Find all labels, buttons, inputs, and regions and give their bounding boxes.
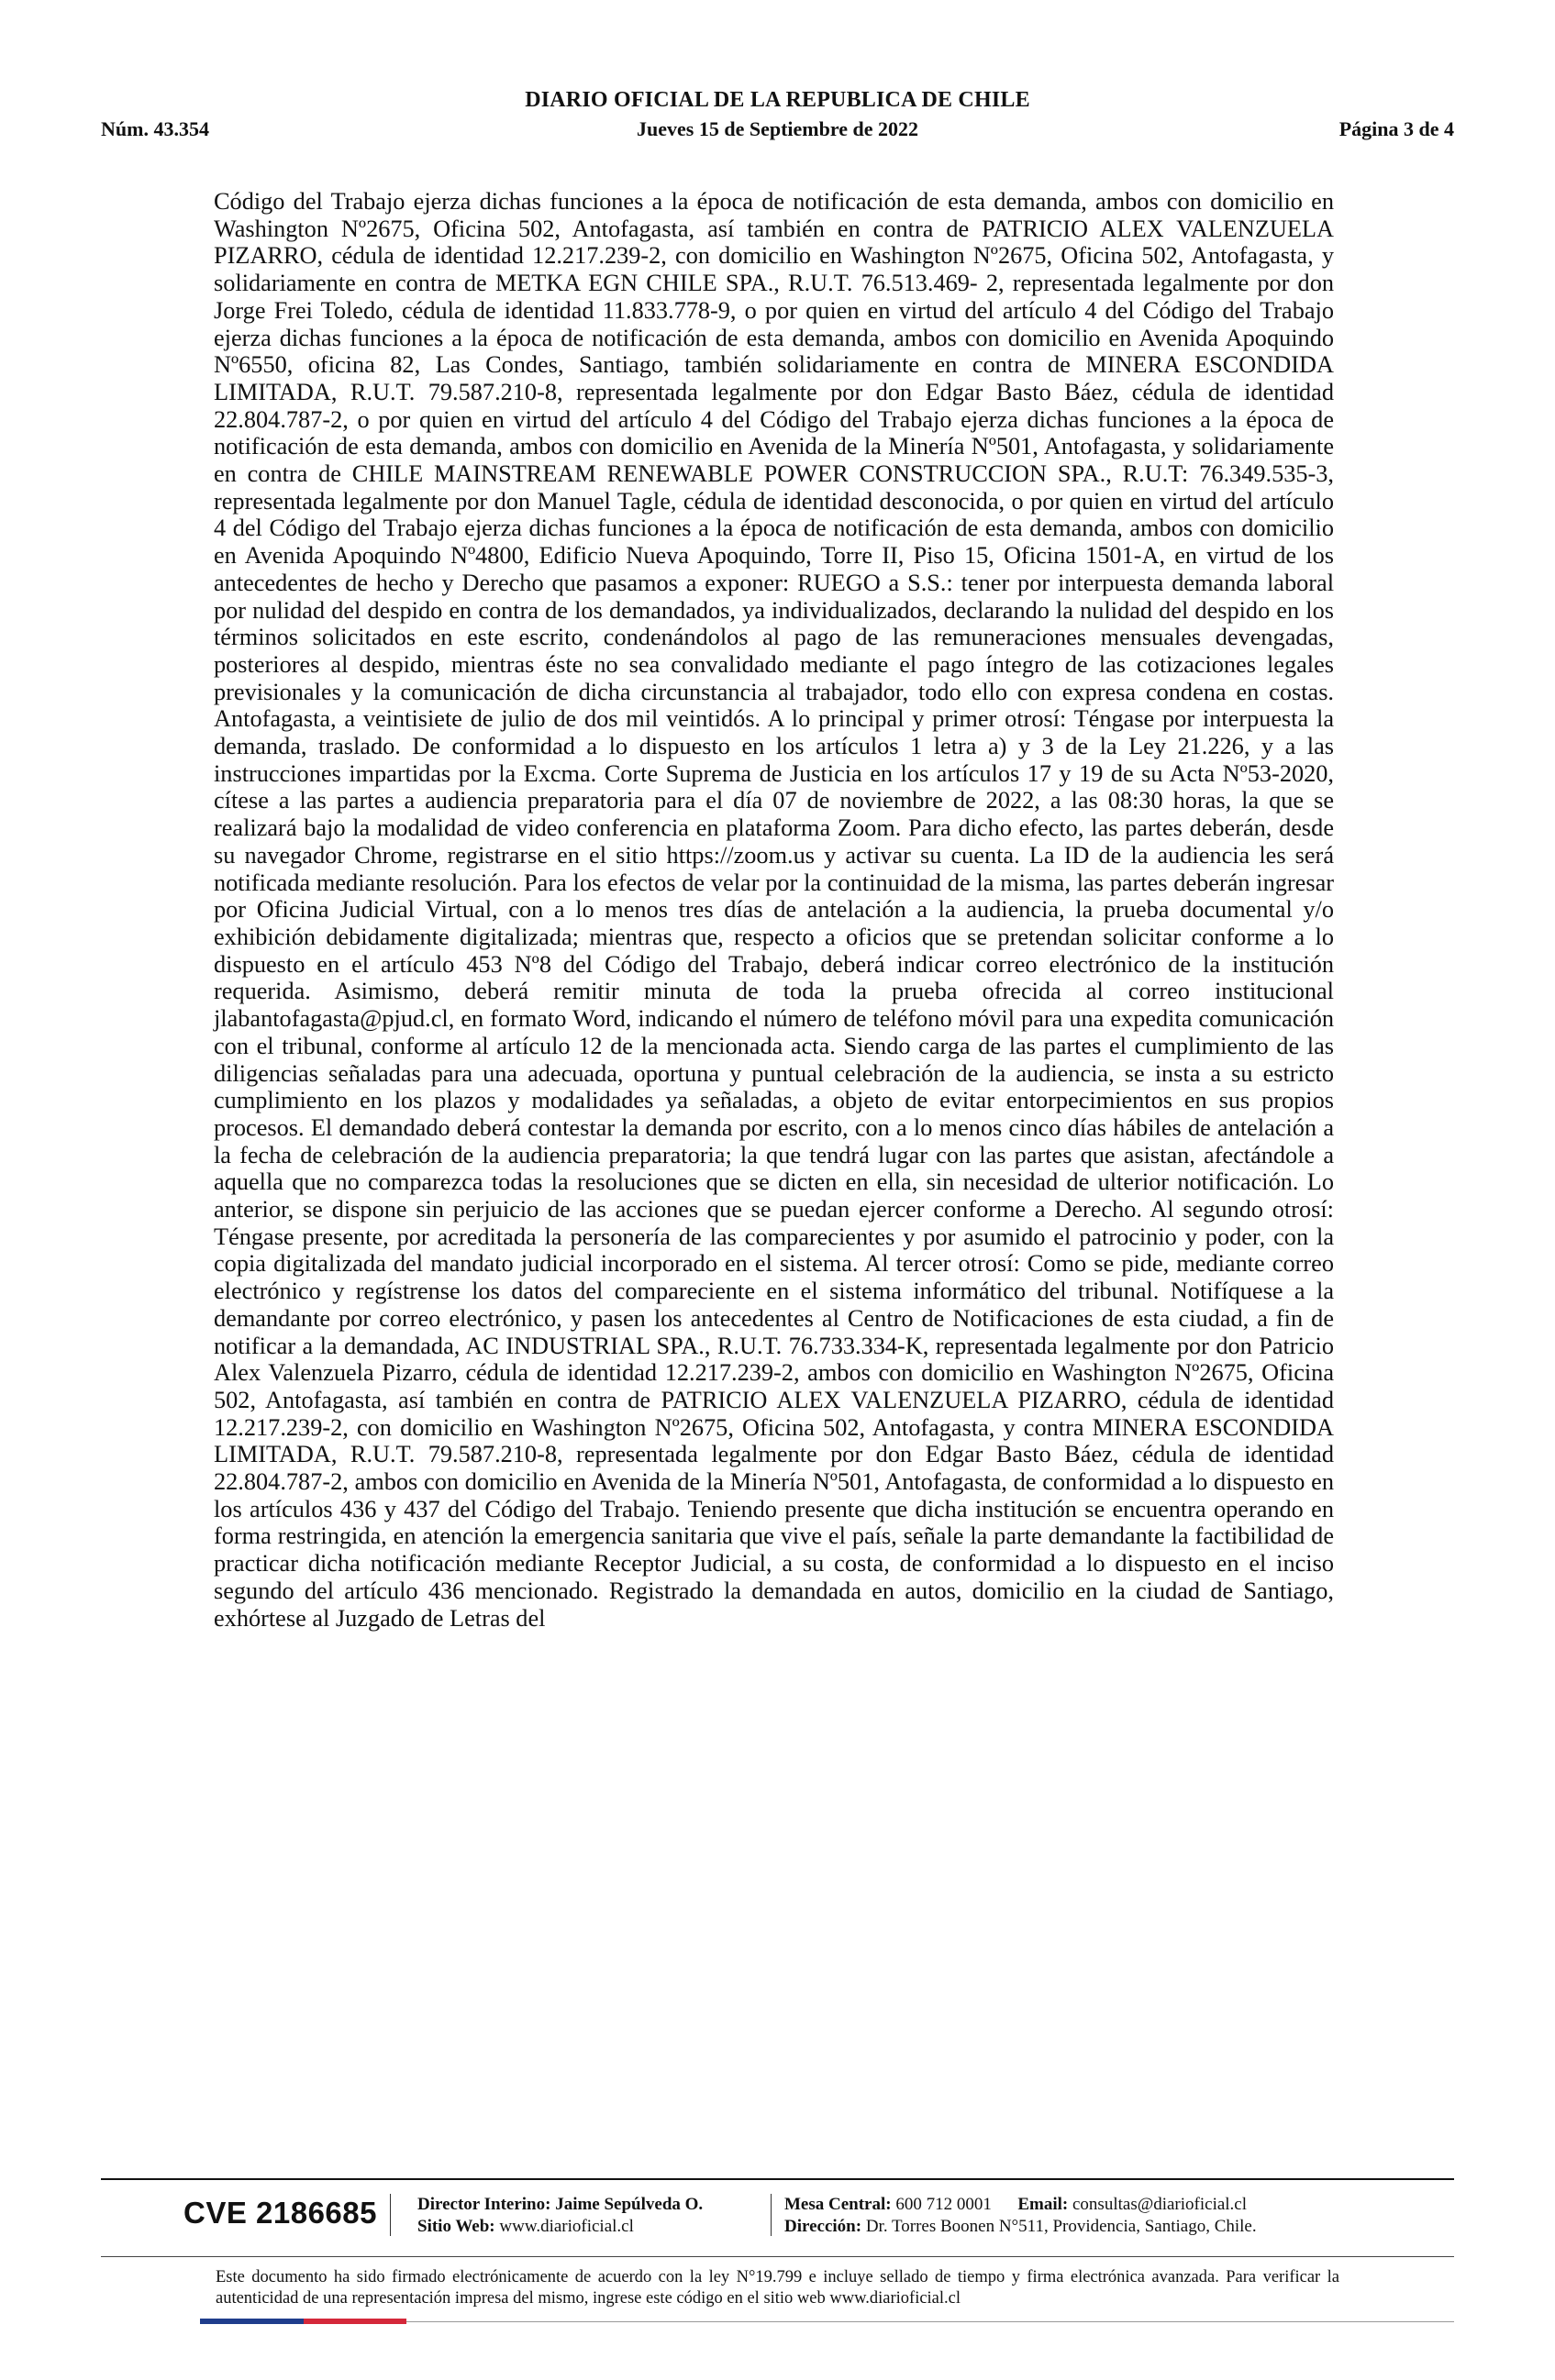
issue-date: Jueves 15 de Septiembre de 2022 — [637, 117, 918, 140]
footer-separator — [771, 2194, 772, 2236]
phone-value: 600 712 0001 — [895, 2195, 992, 2214]
email-link[interactable]: consultas@diarioficial.cl — [1072, 2195, 1248, 2214]
cve-code: CVE 2186685 — [183, 2196, 377, 2230]
director-line: Director Interino: Jaime Sepúlveda O. — [417, 2195, 704, 2214]
flag-blue-segment — [200, 2319, 304, 2324]
website-line: Sitio Web: www.diarioficial.cl — [417, 2217, 634, 2236]
footer-contact-column — [784, 2194, 1257, 2238]
document-body: Código del Trabajo ejerza dichas funciones a la época de notificación de esta demanda, ambos con domicilio en Washington Nº2675, Oficina 502, Antofagasta, así también en contra de PATRICIO ALEX VALENZUELA PIZARRO, cédula de identidad 12.217.239-2, con domicilio en Washington Nº2675, Oficina 502, Antofagasta, y solidariamente en contra de METKA EGN CHILE SPA., R.U.T. 76.513.469- 2, representada legalmente por don Jorge Frei Toledo, cédula de identidad 11.833.778-9, o por quien en virtud del artículo 4 del Código del Trabajo ejerza dichas funciones a la época de notificación de esta demanda, ambos con domicilio en Avenida Apoquindo Nº6550, oficina 82, Las Condes, Santiago, también solidariamente en contra de MINERA ESCONDIDA LIMITADA, R.U.T. 79.587.210-8, representada legalmente por don Edgar Basto Báez, cédula de identidad 22.804.787-2, o por quien en virtud del artículo 4 del Código del Trabajo ejerza dichas funciones a la época de notificación de esta demanda, ambos con domicilio en Avenida de la Minería Nº501, Antofagasta, y solidariamente en contra de CHILE MAINSTREAM RENEWABLE POWER CONSTRUCCION SPA., R.U.T: 76.349.535-3, representada legalmente por don Manuel Tagle, cédula de identidad desconocida, o por quien en virtud del artículo 4 del Código del Trabajo ejerza dichas funciones a la época de notificación de esta demanda, ambos con domicilio en Avenida Apoquindo Nº4800, Edificio Nueva Apoquindo, Torre II, Piso 15, Oficina 1501-A, en virtud de los antecedentes de hecho y Derecho que pasamos a exponer: RUEGO a S.S.: tener por interpuesta demanda laboral por nulidad del despido en contra de los demandados, ya individualizados, declarando la nulidad del despido en los términos solicitados en este escrito, condenándolos al pago de las remuneraciones mensuales devengadas, posteriores al despido, mientras éste no sea convalidado mediante el pago íntegro de las cotizaciones legales previsionales y la comunicación de dicha circunstancia al trabajador, todo ello con expresa condena en costas. Antofagasta, a veintisiete de julio de dos mil veintidós. A lo principal y primer otrosí: Téngase por interpuesta la demanda, traslado. De conformidad a lo dispuesto en los artículos 1 letra a) y 3 de la Ley 21.226, y a las instrucciones impartidas por la Excma. Corte Suprema de Justicia en los artículos 17 y 19 de su Acta Nº53-2020, cítese a las partes a audiencia preparatoria para el día 07 de noviembre de 2022, a las 08:30 horas, la que se realizará bajo la modalidad de video conferencia en plataforma Zoom. Para dicho efecto, las partes deberán, desde su navegador Chrome, registrarse en el sitio https://zoom.us y activar su cuenta. La ID de la audiencia les será notificada mediante resolución. Para los efectos de velar por la continuidad de la misma, las partes deberán ingresar por Oficina Judicial Virtual, con a lo menos tres días de antelación a la audiencia, la prueba documental y/o exhibición debidamente digitalizada; mientras que, respecto a oficios que se pretendan solicitar conforme a lo dispuesto en el artículo 453 Nº8 del Código del Trabajo, deberá indicar correo electrónico de la institución requerida. Asimismo, deberá remitir minuta de toda la prueba ofrecida al correo institucional jlabantofagasta@pjud.cl, en formato Word, indicando el número de teléfono móvil para una expedita comunicación con el tribunal, conforme al artículo 12 de la mencionada acta. Siendo carga de las partes el cumplimiento de las diligencias señaladas para una adecuada, oportuna y puntual celebración de la audiencia, se insta a su estricto cumplimiento en los plazos y modalidades ya señaladas, a objeto de evitar entorpecimientos en sus propios procesos. El demandado deberá contestar la demanda por escrito, con a lo menos cinco días hábiles de antelación a la fecha de celebración de la audiencia preparatoria; la que tendrá lugar con las partes que asistan, afectándole a aquella que no comparezca todas la resoluciones que se dicten en ella, sin necesidad de ulterior notificación. Lo anterior, se dispone sin perjuicio de las acciones que se puedan ejercer conforme a Derecho. Al segundo otrosí: Téngase presente, por acreditada la personería de las comparecientes y por asumido el patrocinio y poder, con la copia digitalizada del mandato judicial incorporado en el sistema. Al tercer otrosí: Como se pide, mediante correo electrónico y regístrense los datos del compareciente en el sistema informático del tribunal. Notifíquese a la demandante por correo electrónico, y pasen los antecedentes al Centro de Notificaciones de esta ciudad, a fin de notificar a la demandada, AC INDUSTRIAL SPA., R.U.T. 76.733.334-K, representada legalmente por don Patricio Alex Valenzuela Pizarro, cédula de identidad 12.217.239-2, ambos con domicilio en Washington Nº2675, Oficina 502, Antofagasta, así también en contra de PATRICIO ALEX VALENZUELA PIZARRO, cédula de identidad 12.217.239-2, con domicilio en Washington Nº2675, Oficina 502, Antofagasta, y contra MINERA ESCONDIDA LIMITADA, R.U.T. 79.587.210-8, representada legalmente por don Edgar Basto Báez, cédula de identidad 22.804.787-2, ambos con domicilio en Avenida de la Minería Nº501, Antofagasta, de conformidad a lo dispuesto en los artículos 436 y 437 del Código del Trabajo. Teniendo presente que dicha institución se encuentra operando en forma restringida, en atención la emergencia sanitaria que vive el país, señale la parte demandante la factibilidad de practicar dicha notificación mediante Receptor Judicial, a su costa, de conformidad a lo dispuesto en el inciso segundo del artículo 436 mencionado. Registrado la demandada en autos, domicilio en la ciudad de Santiago, exhórtese al Juzgado de Letras del — [214, 188, 1334, 1632]
page-number: Página 3 de 4 — [1338, 117, 1454, 140]
flag-rule — [406, 2321, 1454, 2322]
signature-note: Este documento ha sido firmado electrónicamente de acuerdo con la ley N°19.799 e incluye sellado de tiempo y firma electrónica avanzada. Para verificar la autenticidad de una representación impresa del mismo, ingrese este código en el sitio web www.diarioficial.cl — [216, 2268, 1339, 2308]
website-link[interactable]: www.diarioficial.cl — [499, 2217, 634, 2236]
footer-director-column — [417, 2194, 703, 2238]
flag-red-segment — [304, 2319, 407, 2324]
address-value: Dr. Torres Boonen N°511, Providencia, Santiago, Chile. — [865, 2217, 1257, 2236]
footer-divider — [101, 2178, 1454, 2180]
contact-line: Mesa Central: 600 712 0001 Email: consultas@diarioficial.cl — [784, 2195, 1248, 2214]
publication-title: DIARIO OFICIAL DE LA REPUBLICA DE CHILE — [525, 88, 1030, 112]
footer-divider-secondary — [101, 2256, 1454, 2257]
footer-info — [101, 2190, 1454, 2245]
flag-stripe — [200, 2319, 406, 2324]
address-line: Dirección: Dr. Torres Boonen N°511, Providencia, Santiago, Chile. — [784, 2217, 1257, 2236]
footer-separator — [390, 2194, 391, 2236]
issue-number: Núm. 43.354 — [101, 117, 209, 140]
page-header — [101, 88, 1454, 147]
